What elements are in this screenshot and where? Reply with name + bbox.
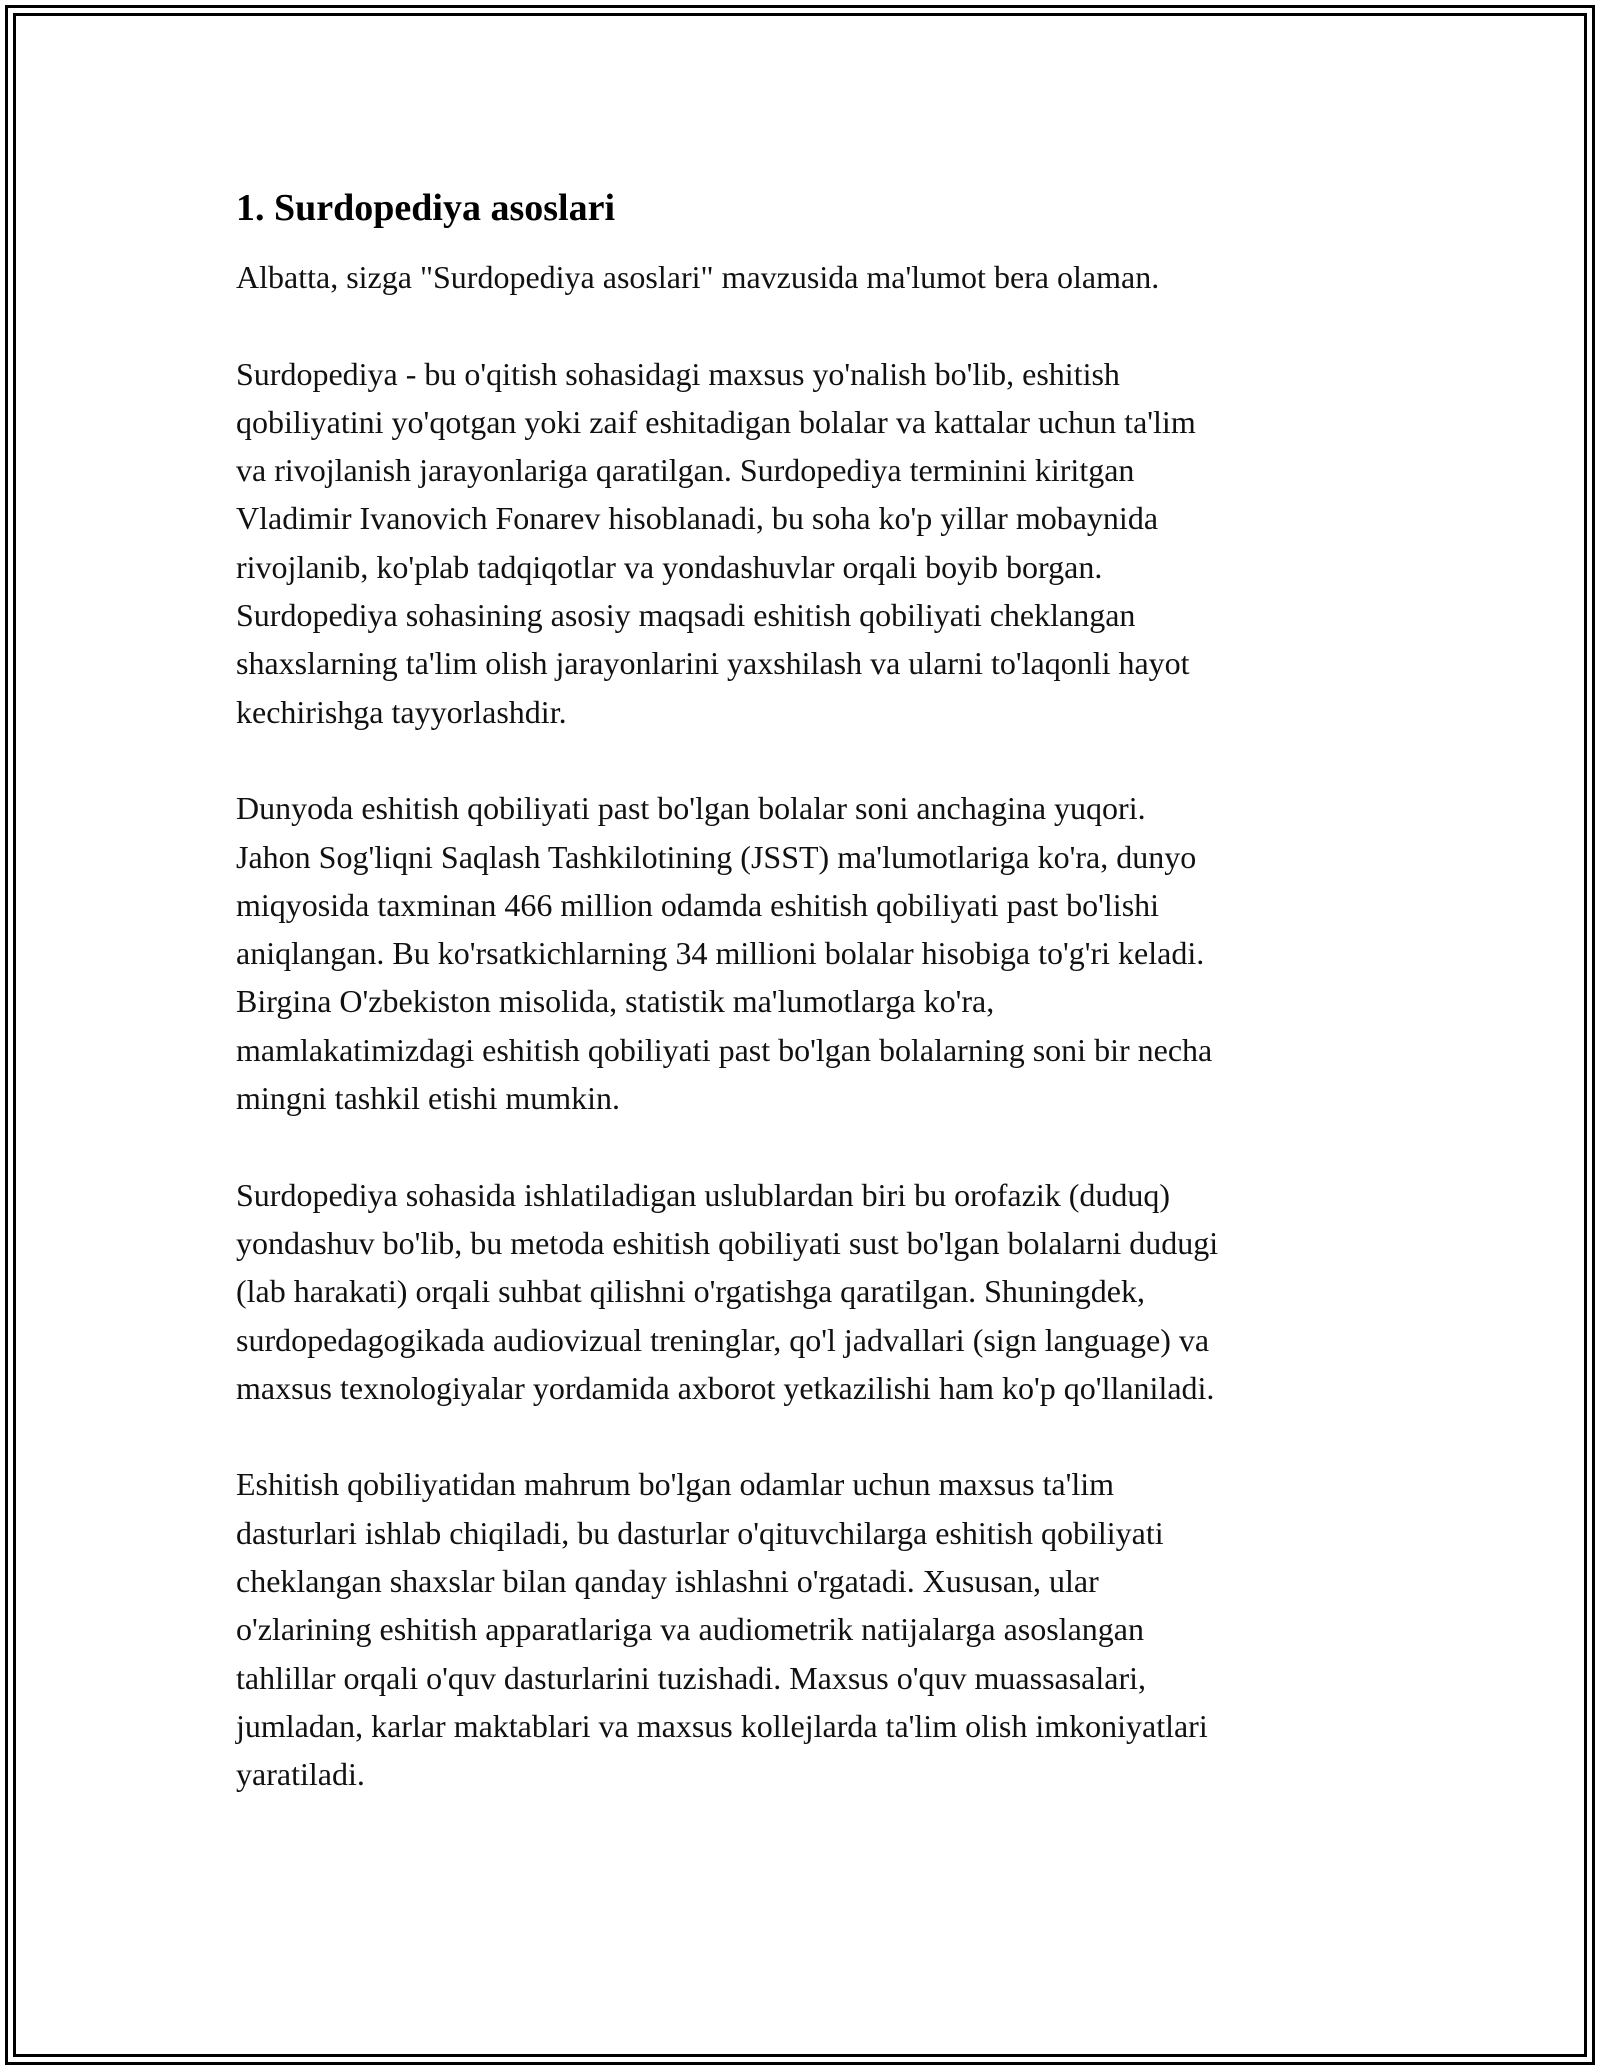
text-line: yondashuv bo'lib, bu metoda eshitish qobiliyati sust bo'lgan bolalarni dudugi (236, 1224, 1219, 1261)
page-title: 1. Surdopediya asoslari (236, 187, 616, 229)
text-line: Jahon Sog'liqni Saqlash Tashkilotining (JSST) ma'lumotlariga ko'ra, dunyo (236, 838, 1197, 875)
text-line: dasturlari ishlab chiqiladi, bu dasturlar o'qituvchilarga eshitish qobiliyati (236, 1514, 1164, 1551)
text-line: o'zlarining eshitish apparatlariga va audiometrik natijalarga asoslangan (236, 1611, 1144, 1648)
paragraph-statistics (236, 784, 1376, 1122)
text-line: va rivojlanish jarayonlariga qaratilgan. Surdopediya terminini kiritgan (236, 452, 1135, 489)
text-line: Birgina O'zbekiston misolida, statistik ma'lumotlarga ko'ra, (236, 983, 995, 1020)
text-line: surdopedagogikada audiovizual treninglar, qo'l jadvallari (sign language) va (236, 1321, 1210, 1358)
text-line: cheklangan shaxslar bilan qanday ishlashni o'rgatadi. Xususan, ular (236, 1563, 1099, 1600)
text-line: rivojlanib, ko'plab tadqiqotlar va yondashuvlar orqali boyib borgan. (236, 548, 1103, 585)
text-line: Surdopediya - bu o'qitish sohasidagi maxsus yo'nalish bo'lib, eshitish (236, 355, 1120, 392)
text-line: kechirishga tayyorlashdir. (236, 693, 567, 730)
text-line: mamlakatimizdagi eshitish qobiliyati past bo'lgan bolalarning soni bir necha (236, 1031, 1213, 1068)
text-line: (lab harakati) orqali suhbat qilishni o'rgatishga qaratilgan. Shuningdek, (236, 1273, 1145, 1310)
text-line: Eshitish qobiliyatidan mahrum bo'lgan odamlar uchun maxsus ta'lim (236, 1466, 1115, 1503)
text-line: Albatta, sizga "Surdopediya asoslari" mavzusida ma'lumot bera olaman. (236, 259, 1160, 295)
paragraph-programs (236, 1460, 1376, 1798)
paragraph-intro (236, 253, 1376, 301)
text-line: tahlillar orqali o'quv dasturlarini tuzishadi. Maxsus o'quv muassasalari, (236, 1659, 1147, 1696)
document-body (236, 185, 1376, 1847)
text-line: aniqlangan. Bu ko'rsatkichlarning 34 millioni bolalar hisobiga to'g'ri keladi. (236, 935, 1205, 972)
text-line: Surdopediya sohasining asosiy maqsadi eshitish qobiliyati cheklangan (236, 597, 1136, 634)
text-line: qobiliyatini yo'qotgan yoki zaif eshitadigan bolalar va kattalar uchun ta'lim (236, 403, 1196, 440)
text-line: Surdopediya sohasida ishlatiladigan uslublardan biri bu orofazik (duduq) (236, 1176, 1171, 1213)
text-line: shaxslarning ta'lim olish jarayonlarini yaxshilash va ularni to'laqonli hayot (236, 645, 1190, 682)
text-line: miqyosida taxminan 466 million odamda eshitish qobiliyati past bo'lishi (236, 886, 1160, 923)
text-line: yaratiladi. (236, 1756, 365, 1793)
text-line: maxsus texnologiyalar yordamida axborot yetkazilishi ham ko'p qo'llaniladi. (236, 1369, 1215, 1406)
paragraph-methods (236, 1171, 1376, 1412)
paragraph-definition (236, 350, 1376, 736)
text-line: mingni tashkil etishi mumkin. (236, 1080, 620, 1117)
text-line: Dunyoda eshitish qobiliyati past bo'lgan bolalar soni anchagina yuqori. (236, 790, 1146, 827)
text-line: jumladan, karlar maktablari va maxsus kollejlarda ta'lim olish imkoniyatlari (236, 1707, 1208, 1744)
text-line: Vladimir Ivanovich Fonarev hisoblanadi, bu soha ko'p yillar mobaynida (236, 500, 1159, 537)
